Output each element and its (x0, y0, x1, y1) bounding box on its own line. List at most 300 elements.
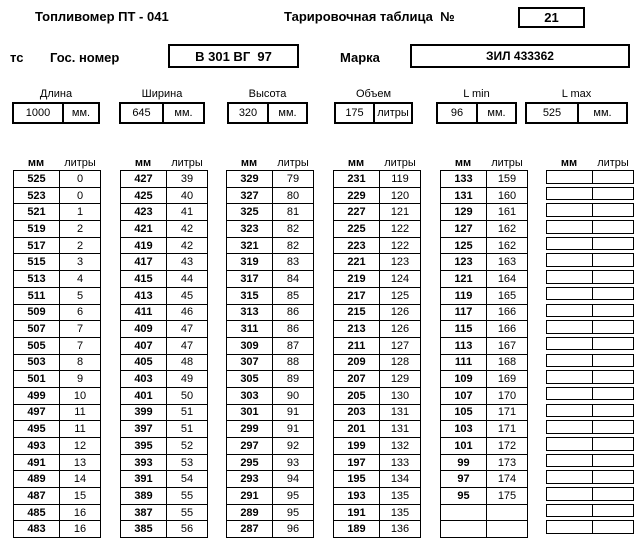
liters-cell (593, 405, 633, 417)
table-row (13, 288, 101, 305)
mm-cell (547, 455, 593, 467)
mm-cell: 515 (14, 254, 60, 270)
mm-cell: 415 (121, 271, 167, 287)
mm-cell: 95 (441, 488, 487, 504)
liters-cell: 88 (286, 356, 300, 369)
table-row (13, 355, 101, 372)
liters-cell (593, 338, 633, 350)
liters-cell: 162 (497, 239, 517, 252)
mm-cell: 403 (121, 371, 167, 387)
table-row (226, 338, 314, 355)
table-row (333, 254, 421, 271)
mm-cell: 323 (227, 221, 273, 237)
table-row (333, 238, 421, 255)
param-value-field[interactable]: 175 (336, 104, 375, 122)
liters-cell: 82 (286, 239, 300, 252)
mm-cell: 317 (227, 271, 273, 287)
param-unit-cell: литры (377, 107, 409, 119)
calibration-column-1 (13, 154, 101, 538)
mm-cell: 407 (121, 338, 167, 354)
column-header-liters: литры (597, 157, 629, 169)
table-row (546, 304, 634, 318)
table-row (13, 238, 101, 255)
mm-cell: 497 (14, 405, 60, 421)
liters-cell: 121 (390, 206, 410, 219)
mm-cell: 131 (441, 188, 487, 204)
table-row (440, 254, 528, 271)
mm-cell: 501 (14, 371, 60, 387)
liters-cell: 125 (390, 289, 410, 302)
page-title: Топливомер ПТ - 041 (35, 9, 169, 24)
mm-cell: 303 (227, 388, 273, 404)
liters-cell: 170 (497, 389, 517, 402)
liters-cell: 48 (180, 356, 194, 369)
table-row (13, 388, 101, 405)
liters-cell: 132 (390, 439, 410, 452)
mm-cell: 395 (121, 438, 167, 454)
param-unit-cell: мм. (593, 107, 612, 119)
mm-cell: 507 (14, 321, 60, 337)
calibration-table-label: Тарировочная таблица № (284, 9, 455, 24)
liters-cell: 166 (497, 323, 517, 336)
table-row (440, 388, 528, 405)
liters-cell: 86 (286, 306, 300, 319)
table-row (120, 338, 208, 355)
table-row (440, 355, 528, 372)
table-row (226, 521, 314, 538)
liters-cell: 49 (180, 373, 194, 386)
table-number-value: 21 (544, 10, 559, 25)
liters-cell: 91 (286, 406, 300, 419)
table-row (13, 421, 101, 438)
mm-cell: 115 (441, 321, 487, 337)
gos-number-value: В 301 ВГ 97 (195, 48, 272, 64)
mm-cell: 129 (441, 204, 487, 220)
param-box (227, 102, 308, 124)
liters-cell: 163 (497, 256, 517, 269)
liters-cell: 43 (180, 256, 194, 269)
table-row (546, 337, 634, 351)
liters-cell (593, 355, 633, 367)
mm-cell: 401 (121, 388, 167, 404)
liters-cell (593, 221, 633, 233)
table-row (333, 188, 421, 205)
liters-cell: 5 (76, 289, 84, 302)
table-row (120, 405, 208, 422)
mm-cell (547, 271, 593, 283)
table-row (226, 188, 314, 205)
liters-cell: 16 (73, 523, 87, 536)
table-row (333, 305, 421, 322)
mm-cell: 103 (441, 421, 487, 437)
table-row (546, 203, 634, 217)
mm-cell: 133 (441, 171, 487, 187)
table-row (440, 505, 528, 522)
table-row (226, 254, 314, 271)
liters-cell (487, 521, 527, 537)
liters-cell: 134 (390, 473, 410, 486)
param-label: Длина (39, 88, 73, 100)
table-row (226, 355, 314, 372)
liters-cell: 6 (76, 306, 84, 319)
liters-cell: 16 (73, 506, 87, 519)
mm-cell: 117 (441, 305, 487, 321)
liters-cell: 96 (286, 523, 300, 536)
mm-cell: 219 (334, 271, 380, 287)
mm-cell: 397 (121, 421, 167, 437)
mm-cell: 499 (14, 388, 60, 404)
mm-cell: 217 (334, 288, 380, 304)
liters-cell: 135 (390, 506, 410, 519)
table-row (546, 170, 634, 184)
mm-cell: 325 (227, 204, 273, 220)
liters-cell: 126 (390, 323, 410, 336)
table-row (13, 271, 101, 288)
mm-cell: 309 (227, 338, 273, 354)
table-row (333, 505, 421, 522)
mm-cell (547, 254, 593, 266)
table-row (546, 287, 634, 301)
mm-cell: 223 (334, 238, 380, 254)
mm-cell: 329 (227, 171, 273, 187)
liters-cell (593, 321, 633, 333)
liters-cell: 50 (180, 389, 194, 402)
liters-cell: 55 (180, 489, 194, 502)
liters-cell: 95 (286, 506, 300, 519)
table-row (226, 438, 314, 455)
mm-cell: 213 (334, 321, 380, 337)
table-row (13, 488, 101, 505)
liters-cell: 95 (286, 489, 300, 502)
calibration-column-4 (333, 154, 421, 538)
mm-cell (547, 288, 593, 300)
mm-cell: 301 (227, 405, 273, 421)
liters-cell: 7 (76, 339, 84, 352)
marka-label: Марка (340, 50, 380, 65)
mm-cell: 327 (227, 188, 273, 204)
liters-cell: 84 (286, 272, 300, 285)
param-value-field[interactable]: 645 (121, 104, 164, 122)
liters-cell: 42 (180, 239, 194, 252)
liters-cell (593, 421, 633, 433)
mm-cell: 417 (121, 254, 167, 270)
liters-cell: 55 (180, 506, 194, 519)
liters-cell: 173 (497, 456, 517, 469)
liters-cell: 41 (180, 206, 194, 219)
table-row (120, 204, 208, 221)
table-row (13, 505, 101, 522)
mm-cell: 231 (334, 171, 380, 187)
mm-cell: 113 (441, 338, 487, 354)
column-header-mm: мм (454, 157, 472, 169)
table-row (440, 188, 528, 205)
column-header-mm: мм (27, 157, 45, 169)
param-length (12, 88, 100, 124)
calibration-column-3 (226, 154, 314, 538)
liters-cell: 174 (497, 473, 517, 486)
liters-cell: 80 (286, 189, 300, 202)
mm-cell (547, 188, 593, 200)
mm-cell: 189 (334, 521, 380, 537)
liters-cell: 119 (391, 172, 409, 185)
table-row (440, 405, 528, 422)
mm-cell: 493 (14, 438, 60, 454)
gos-number-label: Гос. номер (50, 50, 120, 65)
liters-cell: 164 (497, 272, 517, 285)
liters-cell: 165 (497, 289, 517, 302)
table-row (226, 171, 314, 188)
table-row (13, 221, 101, 238)
table-row (333, 421, 421, 438)
table-row (440, 338, 528, 355)
column-header-liters: литры (277, 157, 309, 169)
table-row (333, 471, 421, 488)
param-lmax (525, 88, 628, 124)
mm-cell: 193 (334, 488, 380, 504)
mm-cell: 197 (334, 455, 380, 471)
marka-field[interactable] (410, 44, 630, 68)
mm-cell: 209 (334, 355, 380, 371)
table-number-field[interactable] (518, 7, 585, 28)
liters-cell: 122 (390, 239, 410, 252)
liters-cell: 166 (497, 306, 517, 319)
table-row (120, 188, 208, 205)
table-row (440, 471, 528, 488)
liters-cell: 136 (390, 523, 410, 536)
mm-cell: 319 (227, 254, 273, 270)
param-value-field[interactable]: 320 (229, 104, 269, 122)
table-row (226, 204, 314, 221)
param-width (119, 88, 205, 124)
table-row (546, 370, 634, 384)
liters-cell (487, 505, 527, 521)
mm-cell (547, 388, 593, 400)
param-unit-cell: мм. (174, 107, 193, 119)
table-row (226, 471, 314, 488)
liters-cell: 86 (286, 323, 300, 336)
param-value-field[interactable]: 525 (527, 104, 579, 122)
table-row (546, 253, 634, 267)
liters-cell: 4 (76, 272, 84, 285)
table-row (120, 371, 208, 388)
mm-cell: 425 (121, 188, 167, 204)
table-row (546, 387, 634, 401)
mm-cell: 205 (334, 388, 380, 404)
mm-cell: 191 (334, 505, 380, 521)
mm-cell: 505 (14, 338, 60, 354)
table-row (120, 355, 208, 372)
mm-cell: 195 (334, 471, 380, 487)
liters-cell: 8 (76, 356, 84, 369)
liters-cell: 40 (180, 189, 194, 202)
table-row (546, 320, 634, 334)
mm-cell: 111 (441, 355, 487, 371)
mm-cell: 513 (14, 271, 60, 287)
liters-cell: 13 (73, 456, 87, 469)
mm-cell (547, 521, 593, 533)
table-row (120, 455, 208, 472)
liters-cell: 169 (497, 373, 517, 386)
liters-cell: 39 (180, 172, 194, 185)
table-row (226, 321, 314, 338)
liters-cell: 15 (73, 489, 87, 502)
table-row (440, 238, 528, 255)
mm-cell (547, 471, 593, 483)
table-row (13, 188, 101, 205)
param-box (334, 102, 413, 124)
mm-cell: 207 (334, 371, 380, 387)
table-row (440, 455, 528, 472)
liters-cell: 123 (390, 256, 410, 269)
table-row (120, 521, 208, 538)
table-row (333, 355, 421, 372)
mm-cell: 293 (227, 471, 273, 487)
mm-cell: 517 (14, 238, 60, 254)
table-row (333, 271, 421, 288)
liters-cell: 46 (180, 306, 194, 319)
table-row (440, 204, 528, 221)
table-row (440, 321, 528, 338)
param-unit-cell: мм. (278, 107, 297, 119)
column-header-mm: мм (240, 157, 258, 169)
mm-cell: 413 (121, 288, 167, 304)
mm-cell: 297 (227, 438, 273, 454)
mm-cell (547, 238, 593, 250)
mm-cell: 107 (441, 388, 487, 404)
table-row (120, 438, 208, 455)
table-row (546, 220, 634, 234)
mm-cell: 421 (121, 221, 167, 237)
mm-cell: 503 (14, 355, 60, 371)
table-row (120, 254, 208, 271)
mm-cell: 321 (227, 238, 273, 254)
liters-cell: 120 (390, 189, 410, 202)
liters-cell (593, 254, 633, 266)
table-row (440, 421, 528, 438)
liters-cell: 45 (180, 289, 194, 302)
column-header-liters: литры (384, 157, 416, 169)
table-row (333, 221, 421, 238)
mm-cell: 399 (121, 405, 167, 421)
mm-cell: 315 (227, 288, 273, 304)
table-row (333, 338, 421, 355)
liters-cell: 1 (76, 206, 84, 219)
liters-cell: 9 (76, 373, 84, 386)
mm-cell: 225 (334, 221, 380, 237)
param-unit-cell: мм. (71, 107, 91, 119)
param-lmin (436, 88, 517, 124)
column-header-liters: литры (491, 157, 523, 169)
column-header-liters: литры (64, 157, 96, 169)
table-row (333, 171, 421, 188)
param-value-field[interactable]: 96 (438, 104, 478, 122)
table-row (226, 488, 314, 505)
table-row (333, 371, 421, 388)
liters-cell: 79 (286, 172, 300, 185)
table-row (120, 388, 208, 405)
liters-cell: 162 (497, 222, 517, 235)
mm-cell: 97 (441, 471, 487, 487)
table-row (13, 471, 101, 488)
liters-cell: 135 (390, 489, 410, 502)
table-row (440, 371, 528, 388)
liters-cell: 51 (180, 423, 194, 436)
table-row (546, 404, 634, 418)
table-row (546, 420, 634, 434)
mm-cell: 523 (14, 188, 60, 204)
table-row (226, 238, 314, 255)
param-volume (334, 88, 413, 124)
mm-cell: 385 (121, 521, 167, 537)
liters-cell (593, 188, 633, 200)
liters-cell: 44 (180, 272, 194, 285)
liters-cell: 92 (286, 439, 300, 452)
mm-cell (441, 521, 487, 537)
liters-cell: 11 (74, 423, 86, 436)
mm-cell (547, 204, 593, 216)
param-value-field[interactable]: 1000 (14, 104, 64, 122)
table-row (333, 455, 421, 472)
param-box (119, 102, 205, 124)
liters-cell: 53 (180, 456, 194, 469)
table-row (13, 305, 101, 322)
liters-cell: 2 (76, 222, 84, 235)
mm-cell (547, 405, 593, 417)
table-row (333, 288, 421, 305)
table-row (440, 488, 528, 505)
mm-cell: 389 (121, 488, 167, 504)
liters-cell: 94 (286, 473, 300, 486)
param-label: Ширина (141, 88, 183, 100)
liters-cell (593, 388, 633, 400)
gos-number-field[interactable] (168, 44, 299, 68)
liters-cell: 131 (390, 423, 410, 436)
table-row (13, 321, 101, 338)
liters-cell (593, 488, 633, 500)
param-box (12, 102, 100, 124)
liters-cell: 2 (76, 239, 84, 252)
mm-cell: 215 (334, 305, 380, 321)
liters-cell: 54 (180, 473, 194, 486)
mm-cell: 291 (227, 488, 273, 504)
table-row (120, 488, 208, 505)
marka-value: ЗИЛ 433362 (486, 49, 554, 63)
liters-cell: 3 (76, 256, 84, 269)
table-row (13, 521, 101, 538)
mm-cell: 229 (334, 188, 380, 204)
table-row (440, 288, 528, 305)
liters-cell: 51 (180, 406, 194, 419)
table-row (120, 288, 208, 305)
table-row (13, 455, 101, 472)
table-row (333, 321, 421, 338)
liters-cell: 129 (390, 373, 410, 386)
liters-cell: 161 (497, 206, 517, 219)
table-row (13, 204, 101, 221)
mm-cell: 201 (334, 421, 380, 437)
mm-cell: 127 (441, 221, 487, 237)
table-row (546, 354, 634, 368)
table-row (120, 171, 208, 188)
liters-cell: 11 (74, 406, 86, 419)
table-row (440, 305, 528, 322)
liters-cell: 56 (180, 523, 194, 536)
liters-cell: 89 (286, 373, 300, 386)
calibration-column-2 (120, 154, 208, 538)
mm-cell: 295 (227, 455, 273, 471)
mm-cell (547, 371, 593, 383)
param-box (436, 102, 517, 124)
